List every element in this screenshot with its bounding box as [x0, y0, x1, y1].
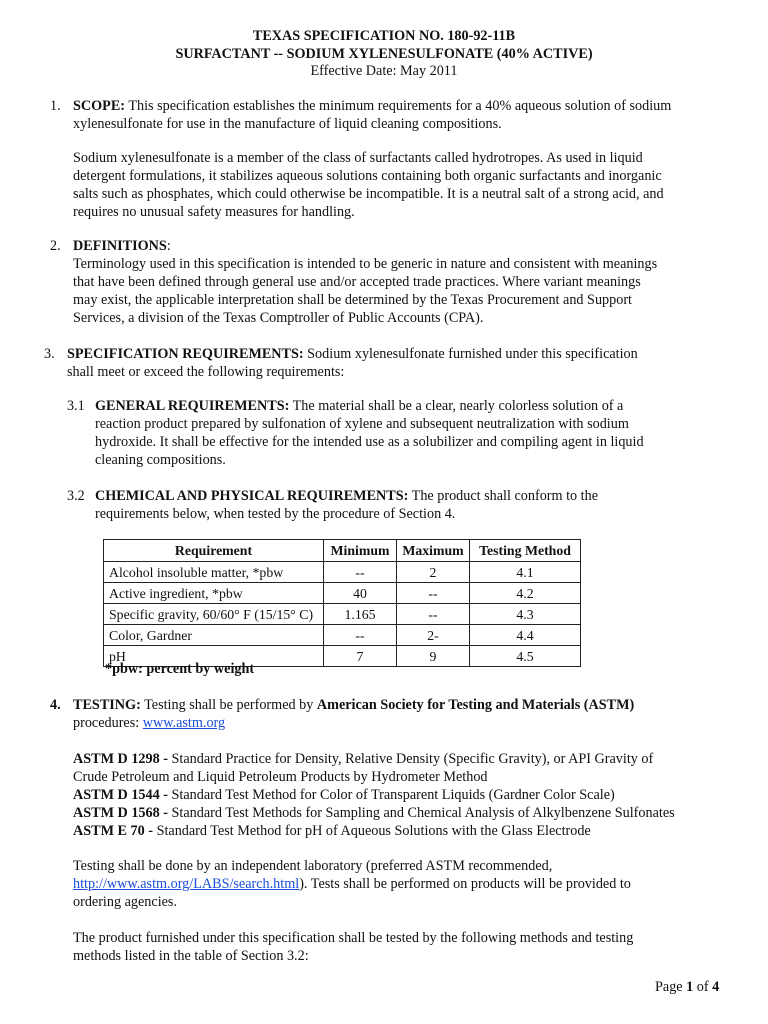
cell-requirement: Color, Gardner: [104, 625, 324, 646]
cell-requirement: Active ingredient, *pbw: [104, 583, 324, 604]
cell-minimum: --: [324, 562, 397, 583]
general-requirements-heading: GENERAL REQUIREMENTS:: [95, 398, 290, 414]
cell-requirement: Specific gravity, 60/60° F (15/15° C): [104, 604, 324, 625]
table-row: [104, 604, 581, 625]
section-1-scope: SCOPE: This specification establishes the minimum requirements for a 40% aqueous solution of sodium xylenesulfonate for use in the manufacture of liquid cleaning compositions.: [73, 98, 672, 132]
section-2-number: 2.: [50, 238, 61, 254]
section-3-2-chemical-physical: CHEMICAL AND PHYSICAL REQUIREMENTS: The product shall conform to the requirements below, when tested by the procedure of Section 4.: [95, 488, 599, 522]
testing-heading: TESTING:: [73, 697, 141, 713]
astm-labs-link[interactable]: http://www.astm.org/LABS/search.html: [73, 876, 300, 892]
cell-testing-method: 4.3: [470, 604, 581, 625]
astm-website-link[interactable]: www.astm.org: [142, 715, 226, 731]
section-3-spec-requirements: SPECIFICATION REQUIREMENTS: Sodium xylenesulfonate furnished under this specification shall meet or exceed the following requirements:: [67, 346, 638, 380]
astm-standard-item: ASTM E 70 - Standard Test Method for pH of Aqueous Solutions with the Glass Electrode: [73, 823, 591, 839]
requirements-table: [103, 539, 581, 667]
cell-maximum: 2: [397, 562, 470, 583]
final-paragraph: The product furnished under this specification shall be tested by the following methods and testing methods listed in the table of Section 3.2:: [73, 930, 634, 964]
cell-maximum: --: [397, 604, 470, 625]
cell-maximum: --: [397, 583, 470, 604]
scope-heading: SCOPE:: [73, 98, 126, 114]
table-row: [104, 625, 581, 646]
astm-standards-list: [73, 750, 753, 840]
col-requirement: Requirement: [104, 540, 324, 562]
effective-date: Effective Date: May 2011: [310, 63, 458, 79]
spec-title: TEXAS SPECIFICATION NO. 180-92-11B: [252, 28, 516, 44]
table-footnote: *pbw: percent by weight: [105, 661, 255, 677]
col-testing-method: Testing Method: [470, 540, 581, 562]
cell-minimum: --: [324, 625, 397, 646]
cell-testing-method: 4.2: [470, 583, 581, 604]
spec-subtitle: SURFACTANT -- SODIUM XYLENESULFONATE (40% ACTIVE): [175, 46, 593, 62]
section-3-2-number: 3.2: [67, 488, 85, 504]
section-4-testing: TESTING: Testing shall be performed by American Society for Testing and Materials (ASTM) procedures: www.astm.org: [73, 697, 635, 731]
cell-testing-method: 4.4: [470, 625, 581, 646]
cell-minimum: 7: [324, 646, 397, 667]
cell-maximum: 2-: [397, 625, 470, 646]
cell-testing-method: 4.1: [470, 562, 581, 583]
section-1-paragraph-2: Sodium xylenesulfonate is a member of the class of surfactants called hydrotropes. As used in liquid detergent formulations, it stabilizes aqueous solutions containing both organic surfactants and inorganic salts such as phosphates, which could otherwise be incompatible. It is a neutral salt of a strong acid, and requires no unusual safety measures for handling.: [73, 150, 664, 220]
cell-testing-method: 4.5: [470, 646, 581, 667]
cell-minimum: 40: [324, 583, 397, 604]
cell-requirement: Alcohol insoluble matter, *pbw: [104, 562, 324, 583]
col-maximum: Maximum: [397, 540, 470, 562]
section-3-1-general-requirements: GENERAL REQUIREMENTS: The material shall be a clear, nearly colorless solution of a reaction product prepared by sulfonation of xylene and subsequent neutralization with sodium hydroxide. It shall be effective for the intended use as a solubilizer and compiling agent in liquid cleaning compositions.: [95, 398, 644, 468]
section-3-number: 3.: [44, 346, 55, 362]
section-1-number: 1.: [50, 98, 61, 114]
laboratory-paragraph: Testing shall be done by an independent laboratory (preferred ASTM recommended, http://www.astm.org/LABS/search.html). Tests shall be performed on products will be provided to ordering agencies.: [73, 858, 631, 910]
table-header-row: [104, 540, 581, 562]
chemical-physical-heading: CHEMICAL AND PHYSICAL REQUIREMENTS:: [95, 488, 409, 504]
col-minimum: Minimum: [324, 540, 397, 562]
astm-standard-item: ASTM D 1568 - Standard Test Methods for Sampling and Chemical Analysis of Alkylbenzene Sulfonates: [73, 805, 675, 821]
section-4-number: 4.: [50, 697, 61, 713]
definitions-heading: DEFINITIONS: [73, 238, 167, 254]
cell-maximum: 9: [397, 646, 470, 667]
astm-standard-item: Crude Petroleum and Liquid Petroleum Products by Hydrometer Method: [73, 769, 488, 785]
section-3-1-number: 3.1: [67, 398, 85, 414]
astm-standard-item: ASTM D 1544 - Standard Test Method for Color of Transparent Liquids (Gardner Color Scale): [73, 787, 615, 803]
cell-requirement: pH: [104, 646, 324, 667]
table-row: [104, 562, 581, 583]
cell-minimum: 1.165: [324, 604, 397, 625]
page-number: Page 1 of 4: [655, 979, 720, 995]
astm-standard-item: ASTM D 1298 - Standard Practice for Density, Relative Density (Specific Gravity), or API Gravity of: [73, 751, 654, 767]
table-row: [104, 583, 581, 604]
spec-requirements-heading: SPECIFICATION REQUIREMENTS:: [67, 346, 304, 362]
section-2-definitions: DEFINITIONS: Terminology used in this specification is intended to be generic in nature and consistent with meanings that have been defined through general use and/or accepted trade practices. Where variant meanings may exist, the applicable interpretation shall be determined by the Texas Procurement and Support Services, a division of the Texas Comptroller of Public Accounts (CPA).: [73, 238, 658, 326]
